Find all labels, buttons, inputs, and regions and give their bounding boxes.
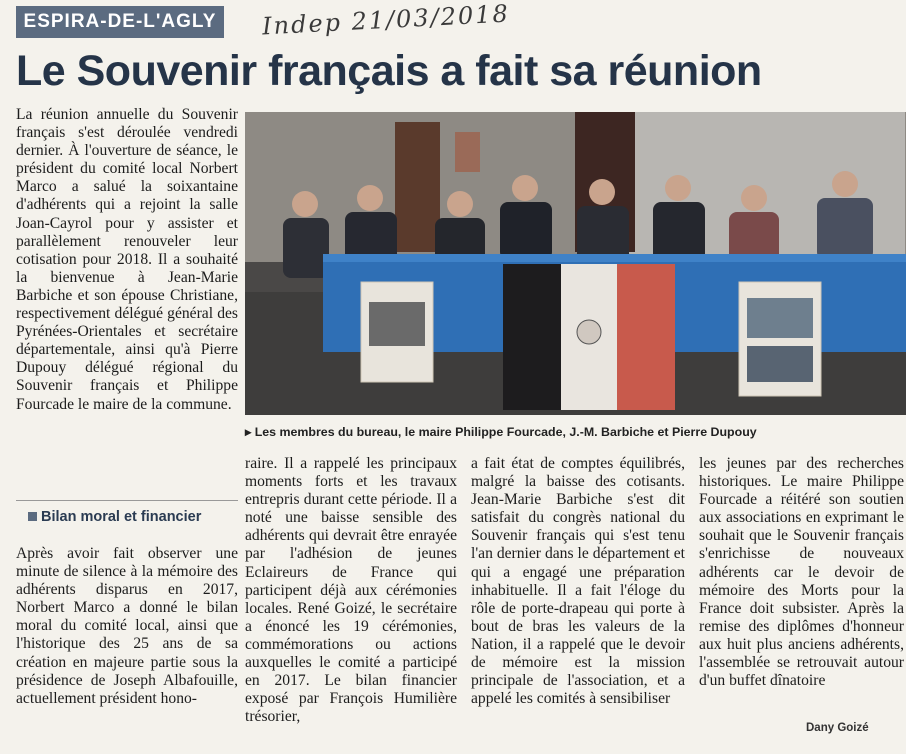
meeting-photo — [245, 112, 906, 415]
author-credit: Dany Goizé — [806, 722, 869, 734]
subheading-text: Bilan moral et financier — [41, 509, 202, 525]
column-divider — [16, 500, 238, 501]
article-headline: Le Souvenir français a fait sa réunion — [16, 47, 762, 95]
meeting-photo-illustration — [245, 112, 906, 415]
photo-caption — [245, 424, 906, 439]
article-column-3: a fait état de comptes équilibrés, malgré la baisse des cotisants. Jean-Marie Barbiche s'est dit satisfait du congrès national du Souvenir français qui s'est tenu l'an dernier dans le département et qui a engagé une préparation inhabituelle. Il a fait l'éloge du rôle de porte-drapeau qui porte à bout de bras les valeurs de la Nation, il a rappelé que le devoir de mémoire est la mission principale de l'association, et a appelé les comités à sensibiliser — [471, 455, 685, 708]
subheading — [28, 509, 238, 526]
article-column-1-continued: Après avoir fait observer une minute de silence à la mémoire des adhérents disparus en 2017, Norbert Marco a donné le bilan moral du comité local, ainsi que l'historique des 25 ans de sa création en majeure partie sous la présidence de Joseph Albafouille, actuellement président hono- — [16, 545, 238, 707]
handwritten-date-note: Indep 21/03/2018 — [261, 0, 511, 41]
article-column-2: raire. Il a rappelé les principaux moments forts et les travaux entrepris durant cette période. Il a noté une baisse sensible des adhérents qui devrait être enrayée par l'adhésion de jeunes Eclaireurs de France qui participent déjà aux cérémonies locales. René Goizé, le secrétaire a énoncé les 19 cérémonies, commémorations ou actions auxquelles le comité a participé en 2017. Le bilan financier exposé par François Humilière trésorier, — [245, 455, 457, 726]
section-kicker: ESPIRA-DE-L'AGLY — [16, 6, 224, 38]
square-bullet-icon — [28, 512, 37, 521]
caption-text: Les membres du bureau, le maire Philippe Fourcade, J.-M. Barbiche et Pierre Dupouy — [254, 425, 757, 439]
article-column-1: La réunion annuelle du Souvenir français s'est déroulée vendredi dernier. À l'ouverture de séance, le président du comité local Norbert Marco a salué la soixantaine d'adhérents qui a rejoint la salle Joan-Cayrol pour y assister et parallèlement renouveler leur cotisation pour 2018. Il a souhaité la bienvenue à Jean-Marie Barbiche et son épouse Christiane, respectivement délégué général des Pyrénées-Orientales et secrétaire départementale, ainsi qu'à Pierre Dupouy délégué régional du Souvenir français et Philippe Fourcade le maire de la commune. — [16, 106, 238, 413]
caption-marker-icon: ▸ — [245, 425, 252, 439]
article-column-4: les jeunes par des recherches historiques. Le maire Philippe Fourcade a réitéré son soutien aux associations en exprimant le souhait que le Souvenir français s'enrichisse de nouveaux adhérents car le devoir de mémoire des Morts pour la France doit subsister. Après la remise des diplômes d'honneur aux huit plus anciens adhérents, l'assemblée se retrouvait autour d'un buffet dînatoire — [699, 455, 904, 690]
